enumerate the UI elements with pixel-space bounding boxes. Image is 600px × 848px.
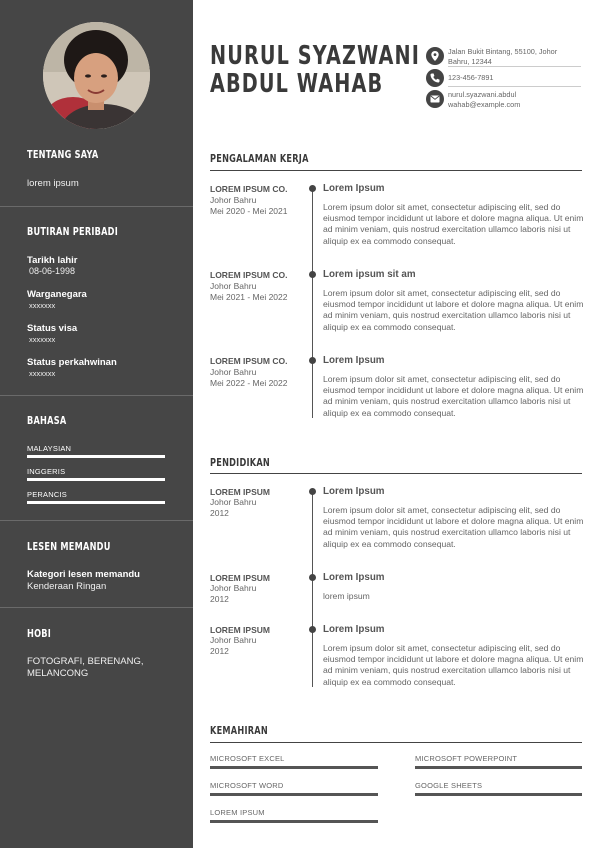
marital-status-value: xxxxxxx bbox=[29, 369, 56, 378]
personal-heading: BUTIRAN PERIBADI bbox=[27, 226, 119, 238]
hobbies-text-line2: MELANCONG bbox=[27, 668, 89, 679]
license-category-value: Kenderaan Ringan bbox=[27, 581, 107, 592]
language-label: MALAYSIAN bbox=[27, 444, 72, 453]
contact-divider bbox=[448, 86, 581, 87]
education-location: Johor Bahru bbox=[210, 583, 257, 593]
name-line1: NURUL SYAZWANI bbox=[210, 41, 420, 71]
skill-level-bar bbox=[210, 793, 378, 796]
education-description: Lorem ipsum dolor sit amet, consectetur adipiscing elit, sed do eiusmod tempor incididunt ut labore et dolore magna aliqua. Ut enim ad minim veniam, quis nostrud exercitation ullamco laboris nisi ut aliquip ex ea commodo consequat. bbox=[323, 505, 584, 549]
experience-company: LOREM IPSUM CO. bbox=[210, 356, 288, 366]
email-icon bbox=[426, 90, 444, 108]
visa-status-value: xxxxxxx bbox=[29, 335, 56, 344]
education-year: 2012 bbox=[210, 594, 229, 604]
section-rule bbox=[210, 170, 582, 171]
education-location: Johor Bahru bbox=[210, 497, 257, 507]
nationality-value: xxxxxxx bbox=[29, 301, 56, 310]
skill-level-bar bbox=[415, 793, 582, 796]
experience-timeline bbox=[312, 188, 313, 418]
phone-icon bbox=[426, 69, 444, 87]
skill-label: MICROSOFT WORD bbox=[210, 781, 284, 790]
timeline-dot bbox=[309, 271, 316, 278]
license-category-label: Kategori lesen memandu bbox=[27, 569, 140, 580]
timeline-dot bbox=[309, 574, 316, 581]
skill-level-bar bbox=[210, 766, 378, 769]
skill-label: LOREM IPSUM bbox=[210, 808, 265, 817]
skill-level-bar bbox=[210, 820, 378, 823]
education-heading: PENDIDIKAN bbox=[210, 457, 271, 469]
section-rule bbox=[210, 742, 582, 743]
education-institution: LOREM IPSUM bbox=[210, 625, 270, 635]
experience-description: Lorem ipsum dolor sit amet, consectetur adipiscing elit, sed do eiusmod tempor incididunt ut labore et dolore magna aliqua. Ut enim ad minim veniam, quis nostrud exercitation ullamco laboris nisi ut aliquip ex ea commodo consequat. bbox=[323, 202, 584, 246]
experience-title: Lorem Ipsum bbox=[323, 183, 385, 194]
language-label: INGGERIS bbox=[27, 467, 66, 476]
hobbies-heading: HOBI bbox=[27, 628, 52, 640]
experience-location: Johor Bahru bbox=[210, 195, 257, 205]
timeline-dot bbox=[309, 185, 316, 192]
email-text: nurul.syazwani.abdul wahab@example.com bbox=[448, 90, 521, 109]
sidebar-divider bbox=[0, 395, 193, 396]
experience-title: Lorem Ipsum bbox=[323, 355, 385, 366]
avatar-image bbox=[43, 22, 150, 129]
language-level-bar bbox=[27, 478, 165, 481]
education-year: 2012 bbox=[210, 646, 229, 656]
experience-description: Lorem ipsum dolor sit amet, consectetur adipiscing elit, sed do eiusmod tempor incididunt ut labore et dolore magna aliqua. Ut enim ad minim veniam, quis nostrud exercitation ullamco laboris nisi ut aliquip ex ea commodo consequat. bbox=[323, 288, 584, 332]
experience-company: LOREM IPSUM CO. bbox=[210, 270, 288, 280]
education-title: Lorem Ipsum bbox=[323, 486, 385, 497]
candidate-name bbox=[210, 42, 420, 98]
language-label: PERANCIS bbox=[27, 490, 67, 499]
sidebar bbox=[0, 0, 193, 848]
license-heading: LESEN MEMANDU bbox=[27, 541, 111, 553]
education-institution: LOREM IPSUM bbox=[210, 487, 270, 497]
dob-label: Tarikh lahir bbox=[27, 255, 78, 266]
section-rule bbox=[210, 473, 582, 474]
contact-divider bbox=[448, 66, 581, 67]
skill-label: GOOGLE SHEETS bbox=[415, 781, 483, 790]
timeline-dot bbox=[309, 357, 316, 364]
marital-status-label: Status perkahwinan bbox=[27, 357, 117, 368]
languages-heading: BAHASA bbox=[27, 415, 67, 427]
profile-photo bbox=[43, 22, 150, 129]
sidebar-divider bbox=[0, 607, 193, 608]
experience-company: LOREM IPSUM CO. bbox=[210, 184, 288, 194]
experience-heading: PENGALAMAN KERJA bbox=[210, 153, 309, 165]
about-text: lorem ipsum bbox=[27, 178, 79, 189]
experience-dates: Mei 2021 - Mei 2022 bbox=[210, 292, 288, 302]
dob-value: 08-06-1998 bbox=[29, 266, 76, 276]
education-institution: LOREM IPSUM bbox=[210, 573, 270, 583]
sidebar-divider bbox=[0, 520, 193, 521]
experience-dates: Mei 2020 - Mei 2021 bbox=[210, 206, 288, 216]
education-title: Lorem Ipsum bbox=[323, 624, 385, 635]
experience-location: Johor Bahru bbox=[210, 367, 257, 377]
experience-location: Johor Bahru bbox=[210, 281, 257, 291]
skills-heading: KEMAHIRAN bbox=[210, 725, 268, 737]
hobbies-text-line1: FOTOGRAFI, BERENANG, bbox=[27, 656, 144, 667]
skill-level-bar bbox=[415, 766, 582, 769]
visa-status-label: Status visa bbox=[27, 323, 78, 334]
education-description: Lorem ipsum dolor sit amet, consectetur adipiscing elit, sed do eiusmod tempor incididunt ut labore et dolore magna aliqua. Ut enim ad minim veniam, quis nostrud exercitation ullamco laboris nisi ut aliquip ex ea commodo consequat. bbox=[323, 643, 584, 687]
skill-label: MICROSOFT POWERPOINT bbox=[415, 754, 518, 763]
name-line2: ABDUL WAHAB bbox=[210, 69, 384, 99]
location-pin-icon bbox=[426, 47, 444, 65]
experience-dates: Mei 2022 - Mei 2022 bbox=[210, 378, 288, 388]
experience-title: Lorem ipsum sit am bbox=[323, 269, 416, 280]
timeline-dot bbox=[309, 488, 316, 495]
education-title: Lorem Ipsum bbox=[323, 572, 385, 583]
experience-description: Lorem ipsum dolor sit amet, consectetur adipiscing elit, sed do eiusmod tempor incididunt ut labore et dolore magna aliqua. Ut enim ad minim veniam, quis nostrud exercitation ullamco laboris nisi ut aliquip ex ea commodo consequat. bbox=[323, 374, 584, 418]
skill-label: MICROSOFT EXCEL bbox=[210, 754, 285, 763]
language-level-bar bbox=[27, 455, 165, 458]
timeline-dot bbox=[309, 626, 316, 633]
education-timeline bbox=[312, 491, 313, 687]
education-description: lorem ipsum bbox=[323, 591, 370, 601]
nationality-label: Warganegara bbox=[27, 289, 87, 300]
phone-text: 123-456-7891 bbox=[448, 73, 494, 82]
about-heading: TENTANG SAYA bbox=[27, 149, 99, 161]
education-location: Johor Bahru bbox=[210, 635, 257, 645]
sidebar-divider bbox=[0, 206, 193, 207]
address-text: Jalan Bukit Bintang, 55100, Johor Bahru, 12344 bbox=[448, 47, 558, 66]
education-year: 2012 bbox=[210, 508, 229, 518]
language-level-bar bbox=[27, 501, 165, 504]
